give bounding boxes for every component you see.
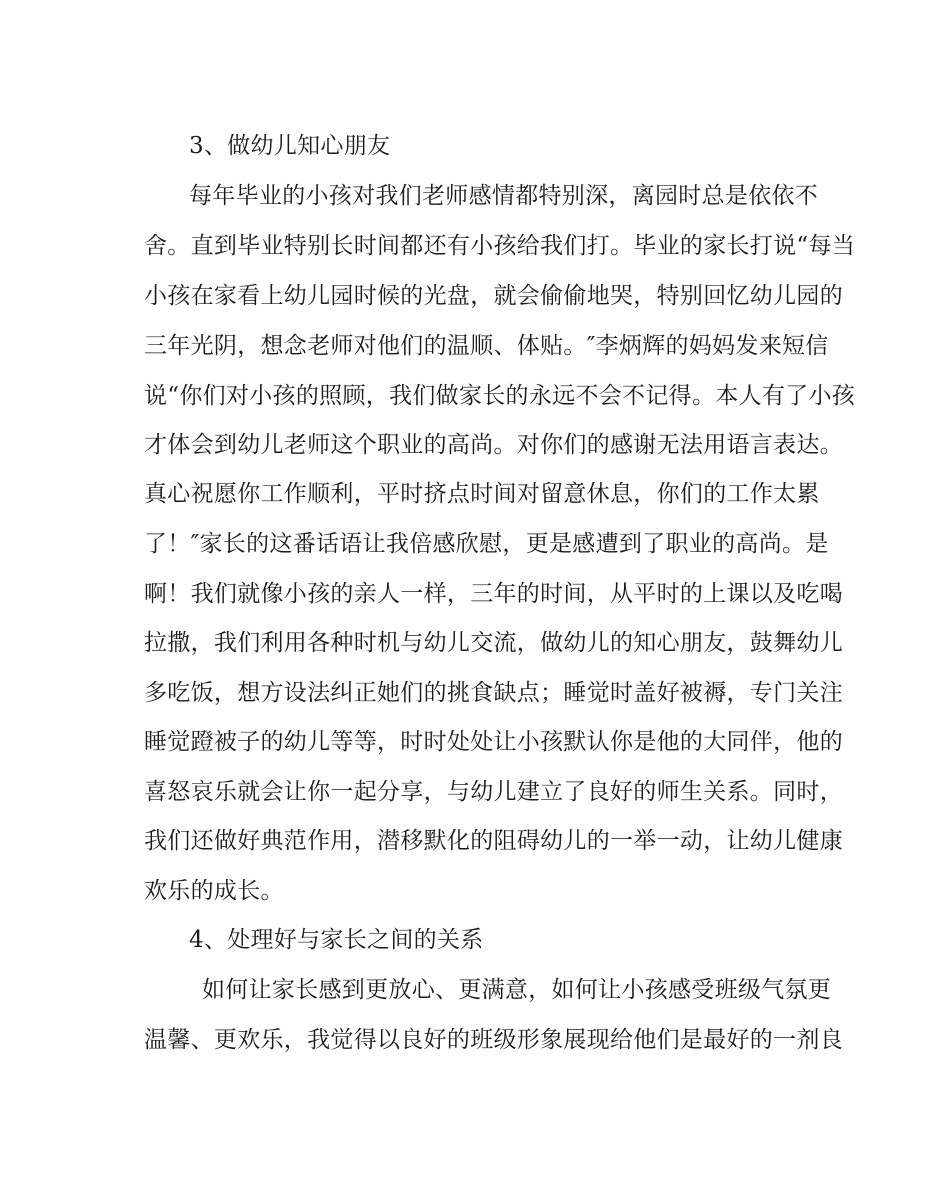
- paragraph-line: 了！″家长的这番话语让我倍感欣慰，更是感遭到了职业的高尚。是: [144, 531, 829, 557]
- paragraph-line: 啊！我们就像小孩的亲人一样，三年的时间，从平时的上课以及吃喝: [144, 581, 843, 607]
- paragraph-line: 才体会到幼儿老师这个职业的高尚。对你们的感谢无法用语言表达。: [144, 432, 843, 458]
- paragraph-line: 睡觉蹬被子的幼儿等等，时时处处让小孩默认你是他的大同伴，他的: [144, 729, 843, 755]
- paragraph-line: 真心祝愿你工作顺利，平时挤点时间对留意休息，你们的工作太累: [144, 481, 820, 507]
- paragraph-line: 小孩在家看上幼儿园时候的光盘，就会偷偷地哭，特别回忆幼儿园的: [144, 283, 843, 309]
- paragraph-line: 温馨、更欢乐，我觉得以良好的班级形象展现给他们是最好的一剂良: [144, 1027, 843, 1053]
- paragraph-line: 如何让家长感到更放心、更满意，如何让小孩感受班级气氛更: [202, 977, 832, 1003]
- paragraph-line: 我们还做好典范作用，潜移默化的阻碍幼儿的一举一动，让幼儿健康: [144, 828, 843, 854]
- paragraph-line: 拉撒，我们利用各种时机与幼儿交流，做幼儿的知心朋友，鼓舞幼儿: [144, 630, 843, 656]
- section-heading: 3、做幼儿知心朋友: [189, 133, 391, 159]
- paragraph-line: 舍。直到毕业特别长时间都还有小孩给我们打。毕业的家长打说“每当: [144, 233, 856, 259]
- paragraph-line: 欢乐的成长。: [144, 878, 284, 904]
- paragraph-line: 喜怒哀乐就会让你一起分享，与幼儿建立了良好的师生关系。同时，: [144, 779, 843, 805]
- paragraph-line: 三年光阴，想念老师对他们的温顺、体贴。″李炳辉的妈妈发来短信: [144, 333, 829, 359]
- paragraph-line: 多吃饭，想方设法纠正她们的挑食缺点；睡觉时盖好被褥，专门关注: [144, 680, 843, 706]
- section-heading: 4、处理好与家长之间的关系: [189, 927, 484, 953]
- paragraph-line: 说“你们对小孩的照顾，我们做家长的永远不会不记得。本人有了小孩: [144, 383, 856, 409]
- paragraph-line: 每年毕业的小孩对我们老师感情都特别深，离园时总是依依不: [189, 183, 819, 209]
